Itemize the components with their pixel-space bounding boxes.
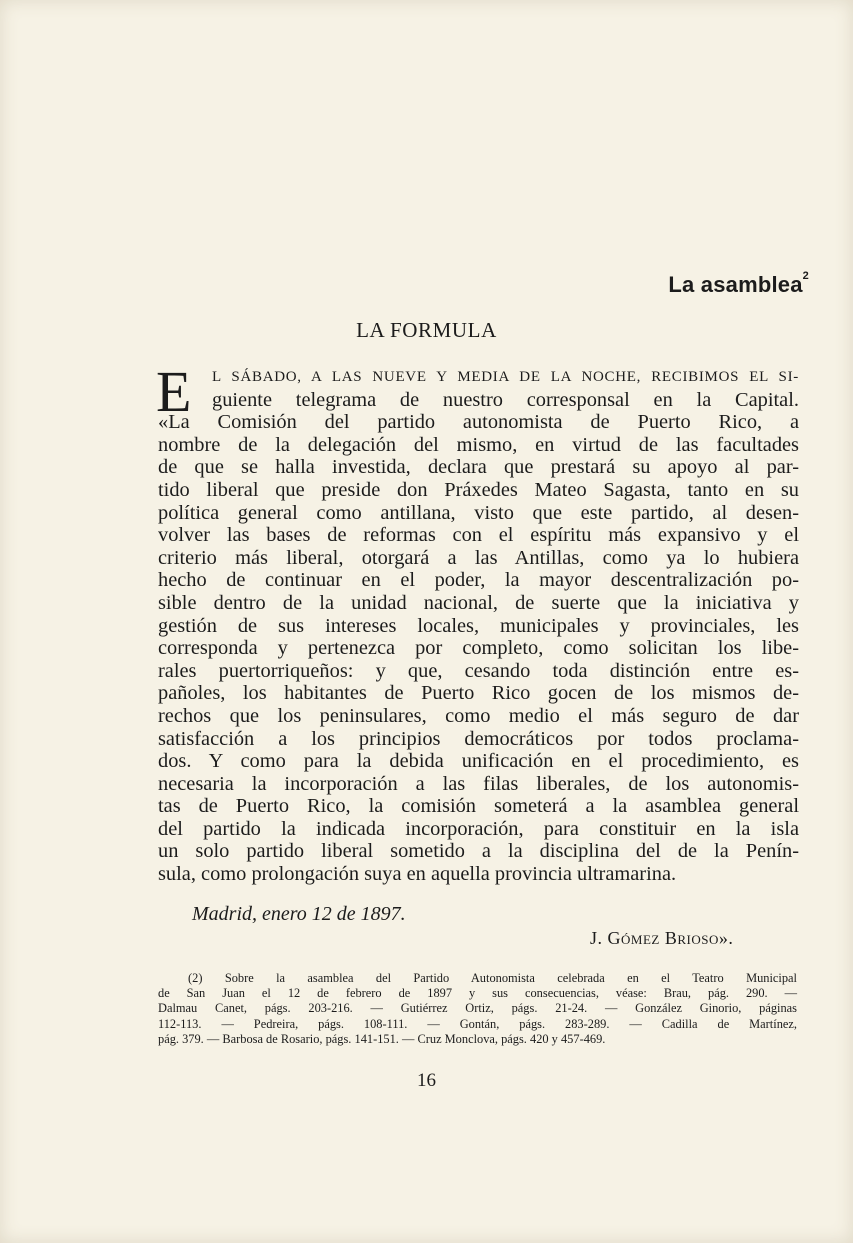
body-text (156, 359, 799, 886)
body-line: dos. Y como para la debida unificación en el procedimiento, es (158, 750, 799, 773)
footnote-line: Dalmau Canet, págs. 203-216. — Gutiérrez Ortiz, págs. 21-24. — González Ginorio, páginas (158, 1001, 797, 1016)
body-line: necesaria la incorporación a las filas liberales, de los autonomis- (158, 772, 799, 795)
drop-cap: E (156, 359, 192, 424)
body-line: L SÁBADO, A LAS NUEVE Y MEDIA DE LA NOCHE, RECIBIMOS EL SI- (212, 369, 799, 385)
body-line: gestión de sus intereses locales, municipales y provinciales, les (158, 614, 799, 637)
footnote-line: pág. 379. — Barbosa de Rosario, págs. 141-151. — Cruz Monclova, págs. 420 y 457-469. (158, 1031, 606, 1046)
body-line: criterio más liberal, otorgará a las Antillas, como ya lo hubiera (158, 546, 799, 569)
body-line: guiente telegrama de nuestro corresponsal en la Capital. (212, 388, 799, 411)
body-line: hecho de continuar en el poder, la mayor descentralización po- (158, 569, 799, 592)
body-line: corresponda y pertenezca por completo, como solicitan los libe- (158, 637, 799, 660)
body-line: tas de Puerto Rico, la comisión someterá a la asamblea general (158, 795, 799, 818)
dateline: Madrid, enero 12 de 1897. (192, 903, 406, 925)
page-number: 16 (417, 1070, 436, 1091)
body-line: volver las bases de reformas con el espíritu más expansivo y el (158, 524, 799, 547)
section-title-text: La asamblea (668, 272, 803, 297)
body-line: un solo partido liberal sometido a la disciplina del de la Penín- (158, 840, 799, 863)
body-line: tido liberal que preside don Práxedes Mateo Sagasta, tanto en su (158, 478, 799, 501)
body-line: de que se halla investida, declara que prestará su apoyo al par- (158, 456, 799, 479)
body-line: del partido la indicada incorporación, para constituir en la isla (158, 817, 799, 840)
footnote-line: (2) Sobre la asamblea del Partido Autonomista celebrada en el Teatro Municipal (188, 971, 797, 985)
chapter-heading: LA FORMULA (356, 318, 497, 342)
body-line: satisfacción a los principios democráticos por todos proclama- (158, 727, 799, 750)
body-line: sible dentro de la unidad nacional, de suerte que la iniciativa y (158, 591, 799, 614)
body-line: sula, como prolongación suya en aquella provincia ultramarina. (158, 863, 677, 886)
body-line: rechos que los peninsulares, como medio el más seguro de dar (158, 704, 799, 727)
body-line: rales puertorriqueños: y que, cesando toda distinción entre es- (158, 659, 799, 682)
body-line: «La Comisión del partido autonomista de Puerto Rico, a (158, 411, 799, 434)
body-line: nombre de la delegación del mismo, en virtud de las facultades (158, 433, 799, 456)
body-line: política general como antillana, visto que este partido, al desen- (158, 501, 799, 524)
body-line: pañoles, los habitantes de Puerto Rico gocen de los mismos de- (158, 682, 799, 705)
footnote-line: 112-113. — Pedreira, págs. 108-111. — Gontán, págs. 283-289. — Cadilla de Martínez, (158, 1016, 797, 1031)
footnote-line: de San Juan el 12 de febrero de 1897 y sus consecuencias, véase: Brau, pág. 290. — (158, 986, 797, 1001)
footnote-marker: 2 (802, 270, 809, 282)
signature: J. Gómez Brioso». (590, 928, 734, 948)
section-title (668, 272, 809, 298)
footnote (158, 971, 797, 1047)
